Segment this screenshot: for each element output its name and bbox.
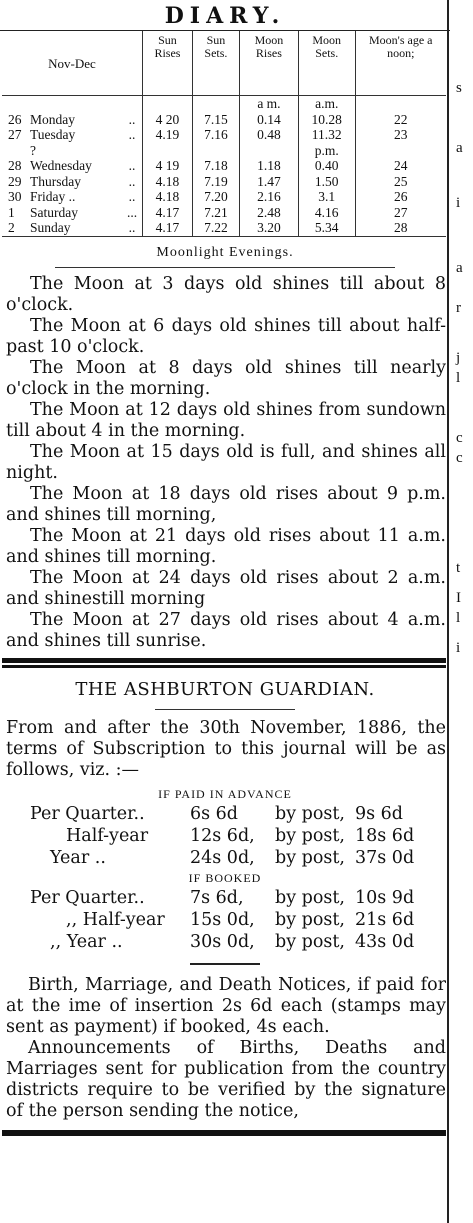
rate-price: 24s 0d, (190, 847, 255, 868)
diary-cell-day: Saturday (30, 204, 78, 220)
header-period: Nov-Dec (2, 31, 143, 96)
diary-cell-day: Tuesday (30, 127, 76, 142)
diary-cell-moon-rise: 2.48 (239, 205, 298, 221)
rate-post-price: 43s 0d (355, 931, 415, 952)
diary-cell-sun-set (192, 96, 239, 112)
diary-cell-moon-rise: 0.48 (239, 127, 298, 143)
notices (6, 975, 446, 1122)
rate-post-price: 9s 6d (355, 803, 404, 824)
diary-cell-dots: .. (128, 189, 136, 204)
rate-period: Half-year (66, 825, 149, 846)
diary-cell-sun-set: 7.21 (192, 205, 239, 221)
edge-fragment: a (456, 140, 463, 156)
moonlight-line: The Moon at 12 days old shines from sundown till about 4 in the morning. (6, 399, 446, 441)
diary-cell-sun-rise: 4.18 (143, 174, 193, 190)
diary-cell-day: Sunday (30, 220, 71, 235)
diary-cell-moon-set: a.m. (298, 96, 355, 112)
moonlight-line: The Moon at 27 days old rises about 4 a.m. and shines till sunrise. (6, 609, 446, 651)
rate-post: by post, (275, 803, 345, 824)
diary-cell-date: 1 (8, 204, 15, 220)
diary-row (2, 174, 446, 190)
header-moon-age: Moon's age a noon; (355, 31, 446, 96)
diary-cell-sun-set: 7.20 (192, 189, 239, 205)
rate-period: Per Quarter.. (30, 887, 145, 908)
diary-body (2, 96, 446, 236)
diary-cell-age (355, 96, 446, 112)
diary-cell-age: 22 (355, 112, 446, 128)
edge-fragment: l (456, 370, 461, 386)
diary-cell-sun-rise: 4.17 (143, 220, 193, 236)
diary-cell-moon-rise: 2.16 (239, 189, 298, 205)
diary-row (2, 189, 446, 205)
moonlight-line: The Moon at 15 days old is full, and shines all night. (6, 441, 446, 483)
diary-cell-sun-set: 7.18 (192, 158, 239, 174)
diary-cell-sun-rise: 4 20 (143, 112, 193, 128)
rate-row (0, 909, 450, 931)
rate-post: by post, (275, 909, 345, 930)
diary-cell-moon-rise: 1.47 (239, 174, 298, 190)
diary-row (2, 205, 446, 221)
diary-cell-day: Friday .. (30, 189, 76, 204)
diary-cell-day: Wednesday (30, 158, 92, 173)
diary-table (2, 31, 446, 236)
diary-cell-age: 28 (355, 220, 446, 236)
rate-post-price: 18s 6d (355, 825, 415, 846)
notice-birth-marriage-death: Birth, Marriage, and Death Notices, if paid for at the ime of insertion 2s 6d each (stamps may sent as payment) if booked, 4s each. (6, 974, 446, 1037)
booked-heading: IF BOOKED (188, 870, 262, 885)
rate-period: ,, Half-year (66, 909, 165, 930)
diary-cell-date: 2 (8, 220, 15, 235)
diary-cell-date: 27 (8, 127, 22, 142)
moonlight-list (6, 274, 446, 652)
rate-price: 7s 6d, (190, 887, 244, 908)
edge-fragment: i (456, 640, 461, 656)
diary-cell-moon-set: 10.28 (298, 112, 355, 128)
diary-cell-day (28, 96, 122, 112)
rate-period: ,, Year .. (50, 931, 123, 952)
moonlight-line: The Moon at 8 days old shines till nearly o'clock in the morning. (6, 357, 446, 399)
edge-fragment: c (456, 430, 463, 446)
diary-cell-date: 30 (8, 189, 22, 204)
edge-fragment: l (456, 610, 461, 626)
diary-cell-dots: ... (126, 204, 138, 220)
rate-row (0, 825, 450, 847)
diary-cell-sun-rise: 4.18 (143, 189, 193, 205)
diary-cell-sun-rise (143, 96, 193, 112)
diary-cell-date (2, 96, 28, 112)
diary-cell-sun-set: 7.15 (192, 112, 239, 128)
diary-cell-sun-rise: 4 19 (143, 158, 193, 174)
diary-cell-age: 23 (355, 127, 446, 143)
rate-post-price: 37s 0d (355, 847, 415, 868)
rate-price: 6s 6d (190, 803, 239, 824)
diary-cell-date (2, 143, 28, 159)
rate-price: 12s 6d, (190, 825, 255, 846)
advance-heading: IF PAID IN ADVANCE (158, 786, 292, 801)
diary-cell-dots: .. (128, 127, 136, 142)
diary-cell-age: 27 (355, 205, 446, 221)
rate-row (0, 931, 450, 953)
rate-post-price: 21s 6d (355, 909, 415, 930)
diary-row (2, 96, 446, 112)
moonlight-line: The Moon at 18 days old rises about 9 p.m. and shines till morning, (6, 483, 446, 525)
diary-cell-date: 29 (8, 173, 22, 189)
header-moon-sets: Moon Sets. (298, 31, 355, 96)
rate-post-price: 10s 9d (355, 887, 415, 908)
rate-row (0, 847, 450, 869)
diary-cell-day: Monday (30, 111, 75, 127)
diary-cell-sun-set: 7.19 (192, 174, 239, 190)
rate-post: by post, (275, 931, 345, 952)
diary-cell-sun-set: 7.22 (192, 220, 239, 236)
column-rule (447, 0, 449, 1223)
header-sun-sets: Sun Sets. (192, 31, 239, 96)
rate-post: by post, (275, 825, 345, 846)
rate-period: Per Quarter.. (30, 803, 145, 824)
diary-cell-dots (122, 96, 143, 112)
rate-row (0, 887, 450, 909)
booked-rates (0, 887, 450, 953)
rate-period: Year .. (50, 847, 106, 868)
edge-fragment: j (456, 350, 461, 366)
diary-title: DIARY. (164, 3, 286, 29)
rate-post: by post, (275, 887, 345, 908)
diary-cell-moon-set: p.m. (298, 143, 355, 159)
diary-cell-age (355, 143, 446, 159)
notice-announcements: Announcements of Births, Deaths and Marriages sent for publication from the country districts require to be verified by the signature of the person sending the notice, (6, 1037, 446, 1121)
diary-cell-dots: .. (128, 111, 136, 127)
bottom-rule (2, 1130, 446, 1136)
header-sun-rises: Sun Rises (143, 31, 193, 96)
diary-cell-age: 26 (355, 189, 446, 205)
diary-cell-age: 24 (355, 158, 446, 174)
rate-price: 30s 0d, (190, 931, 255, 952)
edge-fragment: I (456, 590, 461, 606)
diary-row (2, 112, 446, 128)
edge-fragment: s (456, 80, 462, 96)
moonlight-title: Moonlight Evenings. (156, 244, 294, 260)
diary-cell-date: 28 (8, 158, 22, 173)
edge-fragment: r (456, 300, 461, 316)
guardian-title-rule (155, 709, 295, 710)
adjacent-column-edge (452, 0, 473, 1223)
rate-post: by post, (275, 847, 345, 868)
moonlight-rule (55, 267, 395, 268)
section-divider (2, 658, 446, 665)
edge-fragment: i (456, 195, 461, 211)
diary-row (2, 143, 446, 159)
diary-cell-moon-rise: a m. (239, 96, 298, 112)
diary-header-row (2, 31, 446, 96)
rate-price: 15s 0d, (190, 909, 255, 930)
diary-cell-day: Thursday (30, 173, 81, 189)
diary-cell-sun-set: 7.16 (192, 127, 239, 143)
diary-cell-moon-rise: 3.20 (239, 220, 298, 236)
moonlight-line: The Moon at 21 days old rises about 11 a.m. and shines till morning. (6, 525, 446, 567)
diary-bottom-rule (2, 236, 446, 237)
edge-fragment: c (456, 450, 463, 466)
diary-cell-dots: .. (128, 173, 136, 189)
moonlight-line: The Moon at 6 days old shines till about half-past 10 o'clock. (6, 315, 446, 357)
diary-cell-moon-set: 3.1 (298, 189, 355, 205)
diary-cell-day: ? (30, 142, 36, 158)
diary-cell-age: 25 (355, 174, 446, 190)
diary-cell-dots: .. (128, 220, 136, 235)
advance-rates (0, 803, 450, 869)
diary-row (2, 220, 446, 236)
diary-cell-sun-rise: 4.17 (143, 205, 193, 221)
diary-row (2, 158, 446, 174)
guardian-title: THE ASHBURTON GUARDIAN. (75, 678, 375, 700)
rate-row (0, 803, 450, 825)
diary-row (2, 127, 446, 143)
diary-cell-dots (122, 143, 143, 159)
diary-cell-moon-set: 1.50 (298, 174, 355, 190)
diary-cell-dots: .. (128, 158, 136, 173)
guardian-intro: From and after the 30th November, 1886, the terms of Subscription to this journal will be as follows, viz. :— (6, 717, 446, 780)
notices-rule (190, 963, 260, 965)
header-moon-rises: Moon Rises (239, 31, 298, 96)
diary-cell-moon-rise (239, 143, 298, 159)
moonlight-line: The Moon at 3 days old shines till about 8 o'clock. (6, 273, 446, 315)
diary-cell-moon-set: 11.32 (298, 127, 355, 143)
edge-fragment: t (456, 560, 461, 576)
edge-fragment: a (456, 260, 463, 276)
moonlight-line: The Moon at 24 days old rises about 2 a.m. and shinestill morning (6, 567, 446, 609)
diary-cell-moon-set: 4.16 (298, 205, 355, 221)
diary-cell-moon-rise: 1.18 (239, 158, 298, 174)
diary-cell-sun-rise: 4.19 (143, 127, 193, 143)
diary-cell-date: 26 (8, 111, 22, 127)
diary-cell-moon-rise: 0.14 (239, 112, 298, 128)
diary-cell-sun-set (192, 143, 239, 159)
diary-cell-moon-set: 0.40 (298, 158, 355, 174)
diary-cell-moon-set: 5.34 (298, 220, 355, 236)
diary-cell-sun-rise (143, 143, 193, 159)
